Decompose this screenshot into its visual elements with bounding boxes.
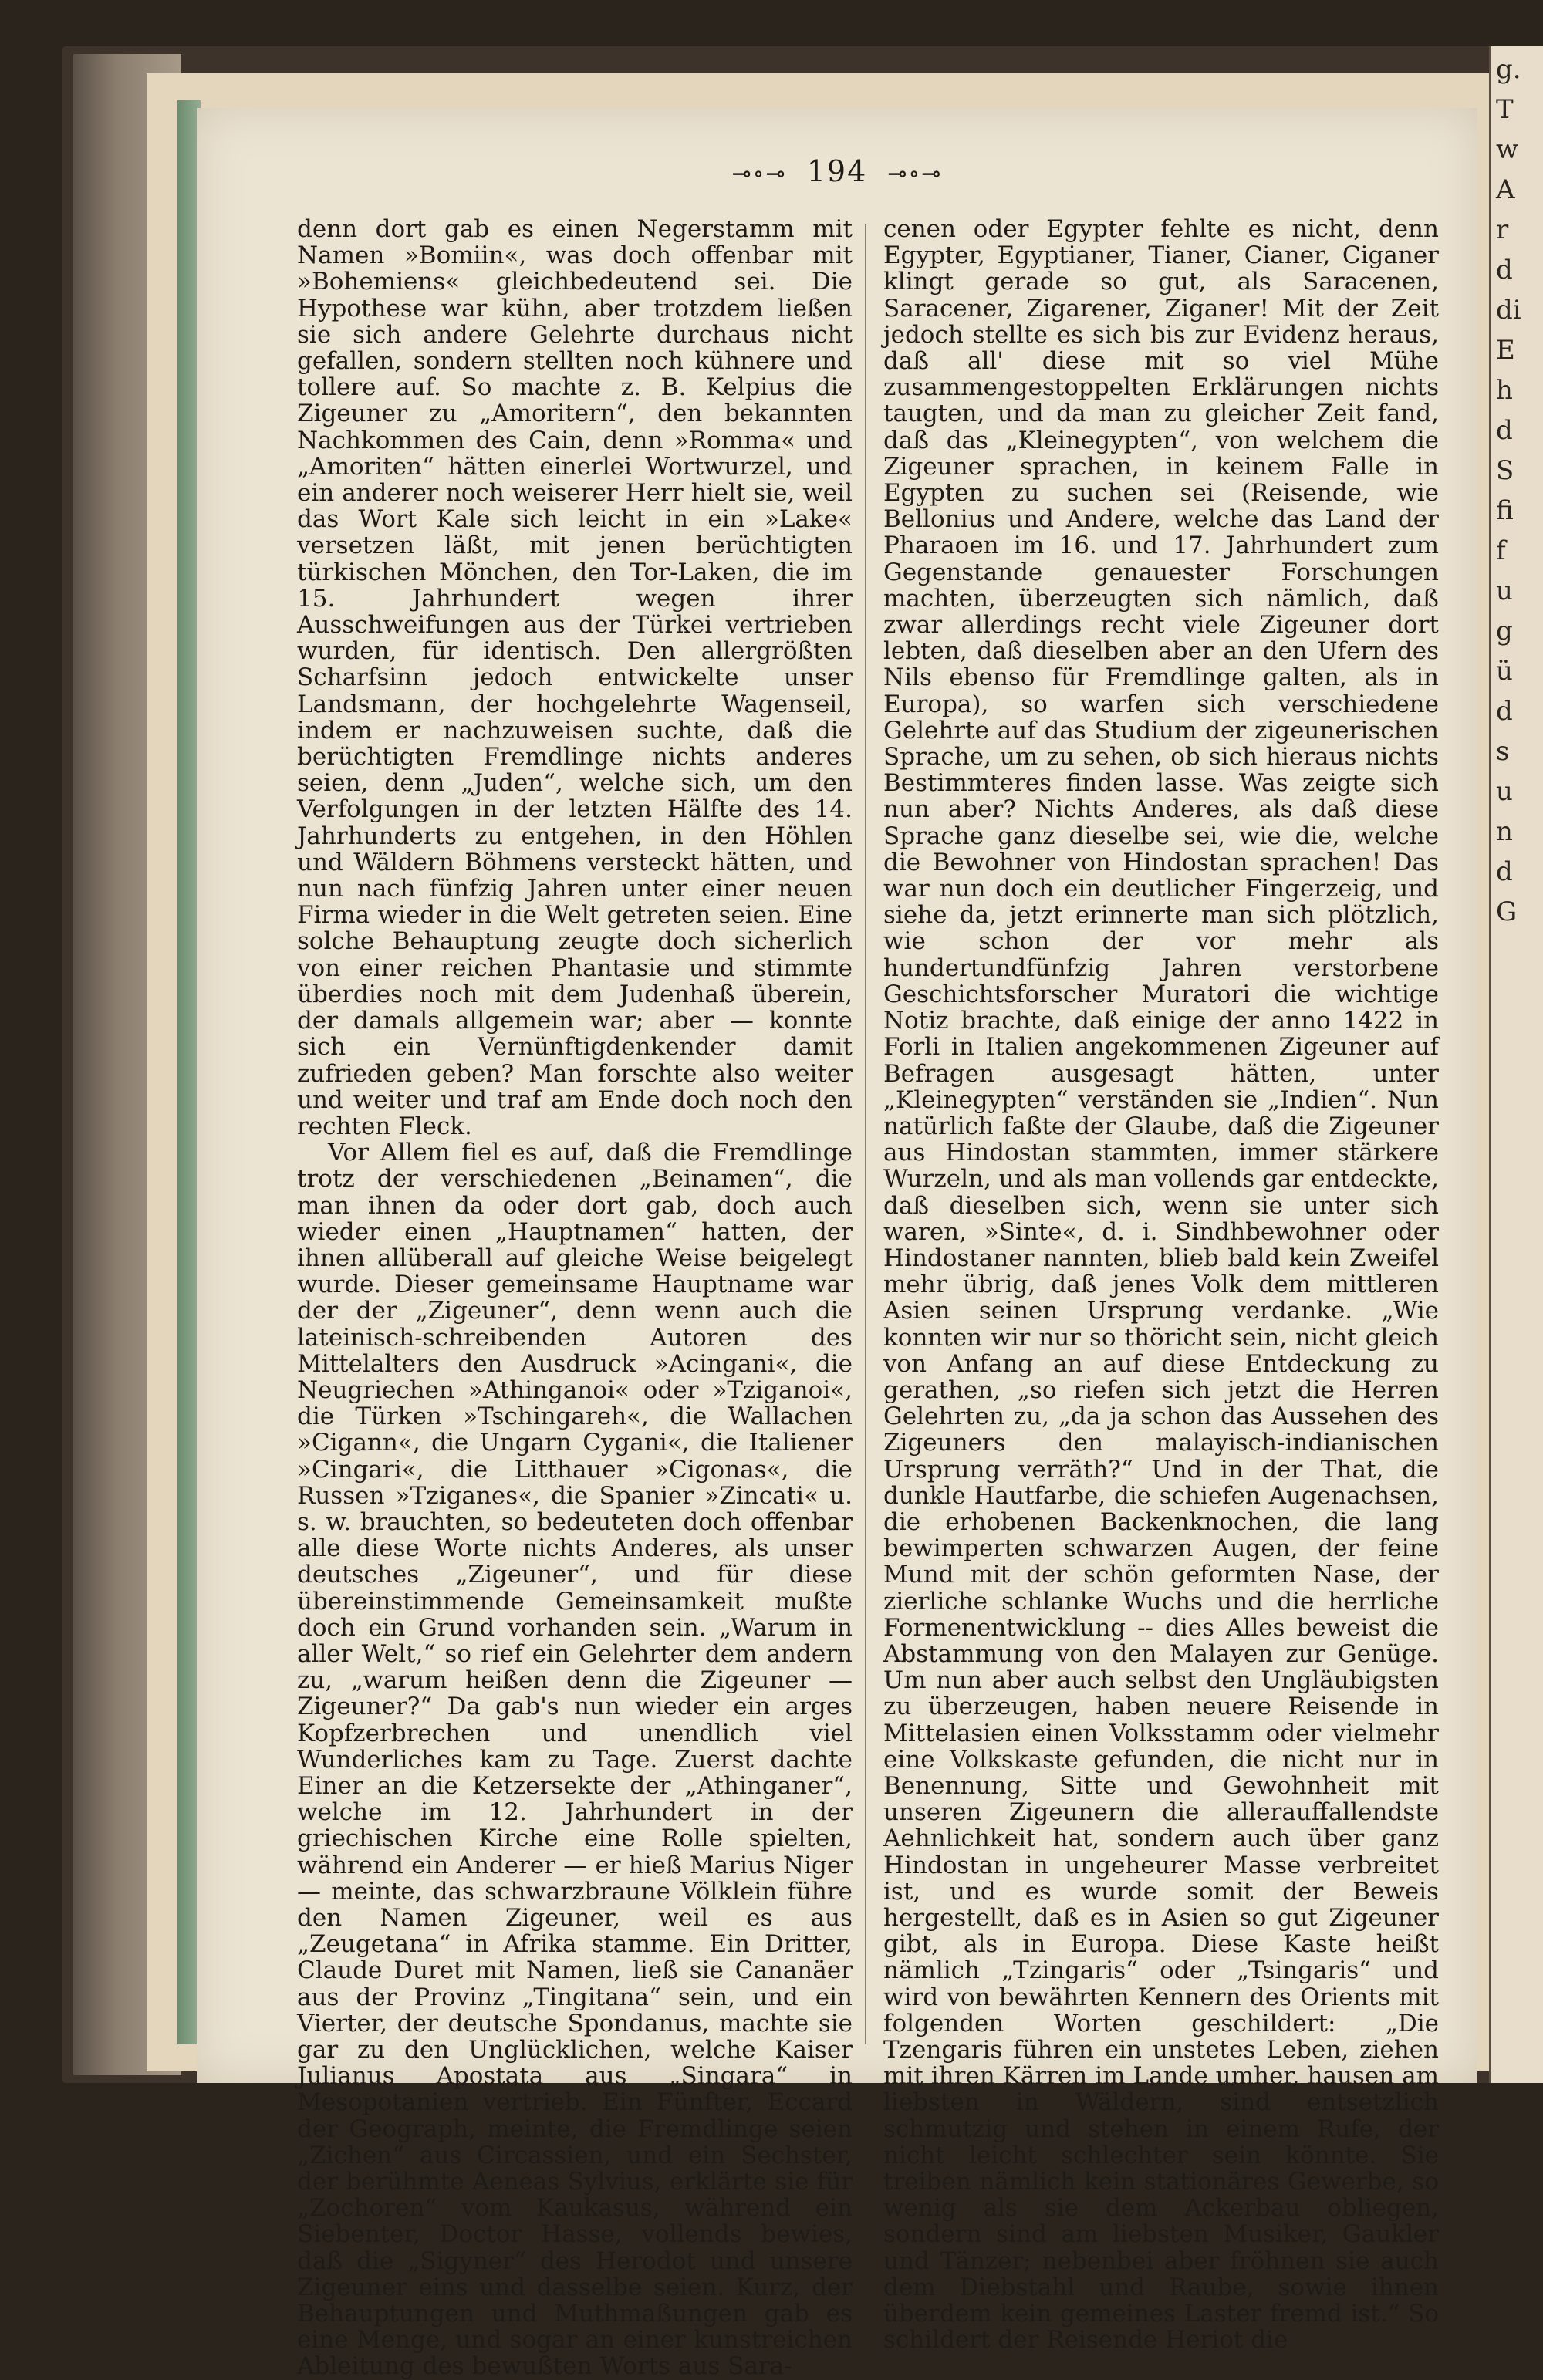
next-page-fragment: s [1496,736,1510,767]
next-page-fragment: u [1496,776,1513,807]
left-paragraph-1: denn dort gab es einen Negerstamm mit Namen »Bomiin«, was doch offenbar mit »Bohemiens« gleichbedeutend sei. Die Hypothese war kühn, aber trotzdem ließen sie sich andere Gelehrte durchaus nicht gefallen, sondern stellten noch kühnere und tollere auf. So machte z. B. Kelpius die Zigeuner zu „Amoritern“, den bekannten Nachkommen des Cain, denn »Romma« und „Amoriten“ hätten einerlei Wortwurzel, und ein anderer noch weiserer Herr hielt sie, weil das Wort Kale sich leicht in ein »Lake« versetzen läßt, mit jenen berüchtigten türkischen Mönchen, den Tor-Laken, die im 15. Jahrhundert wegen ihrer Ausschweifungen aus der Türkei vertrieben wurden, für identisch. Den allergrößten Scharfsinn jedoch entwickelte unser Landsmann, der hochgelehrte Wagenseil, indem er nachzuweisen suchte, daß die berüchtigten Fremdlinge nichts anderes seien, denn „Juden“, welche sich, um den Verfolgungen in der letzten Hälfte des 14. Jahrhunderts zu entgehen, in den Höhlen und Wäldern Böhmens versteckt hätten, und nun nach fünfzig Jahren unter einer neuen Firma wieder in die Welt getreten seien. Eine solche Behauptung zeugte doch sicherlich von einer reichen Phantasie und stimmte überdies noch mit dem Judenhaß überein, der damals allgemein war; aber — konnte sich ein Vernünftigdenkender damit zufrieden geben? Man forschte also weiter und weiter und traf am Ende doch noch den rechten Fleck. [297,215,853,1140]
right-paragraph-1: cenen oder Egypter fehlte es nicht, denn Egypter, Egyptianer, Tianer, Cianer, Ciganer klingt gerade so gut, als Saracenen, Saracener, Zigarener, Ziganer! Mit der Zeit jedoch stellte es sich bis zur Evidenz heraus, daß all' diese mit so viel Mühe zusammengestoppelten Erklärungen nichts taugten, und da man zu gleicher Zeit fand, daß das „Kleinegypten“, von welchem die Zigeuner sprachen, in keinem Falle in Egypten zu suchen sei (Reisende, wie Bellonius und Andere, welche das Land der Pharaoen im 16. und 17. Jahrhundert zum Gegenstande genauester Forschungen machten, überzeugten sich nämlich, daß zwar allerdings recht viele Zigeuner dort lebten, daß dieselben aber an den Ufern des Nils ebenso für Fremdlinge galten, als in Europa), so warfen sich verschiedene Gelehrte auf das Studium der zigeunerischen Sprache, um zu sehen, ob sich hieraus nichts Bestimmteres finden lasse. Was zeigte sich nun aber? Nichts Anderes, als daß diese Sprache ganz dieselbe sei, wie die, welche die Bewohner von Hindostan sprachen! Das war nun doch ein deutlicher Fingerzeig, und siehe da, jetzt erinnerte man sich plötzlich, wie schon der vor mehr als hundertundfünfzig Jahren verstorbene Geschichtsforscher Muratori die wichtige Notiz brachte, daß einige der anno 1422 in Forli in Italien angekommenen Zigeuner auf Befragen ausgesagt hätten, unter „Kleinegypten“ verständen sie „Indien“. Nun natürlich faßte der Glaube, daß die Zigeuner aus Hindostan stammten, immer stärkere Wurzeln, und als man vollends gar entdeckte, daß dieselben sich, wenn sie unter sich waren, »Sinte«, d. i. Sindhbewohner oder Hindostaner nannten, blieb bald kein Zweifel mehr übrig, daß jenes Volk dem mittleren Asien seinen Ursprung verdanke. „Wie konnten wir nur so thöricht sein, nicht gleich von Anfang an auf diese Entdeckung zu gerathen, „so riefen sich jetzt die Herren Gelehrten zu, „da ja schon das Aussehen des Zigeuners den malayisch-indianischen Ursprung verräth?“ Und in der That, die dunkle Hautfarbe, die schiefen Augenachsen, die erhobenen Backenknochen, die lang bewimperten schwarzen Augen, der feine Mund mit der schön geformten Nase, der zierliche schlanke Wuchs und die herrliche Formenentwicklung -- dies Alles beweist die Abstammung von den Malayen zur Genüge. Um nun aber auch selbst den Ungläubigsten zu überzeugen, haben neuere Reisende in Mittelasien einen Volksstamm oder vielmehr eine Volkskaste gefunden, die nicht nur in Benennung, Sitte und Gewohnheit mit unseren Zigeunern die allerauffallendste Aehnlichkeit hat, sondern auch über ganz Hindostan in ungeheurer Masse verbreitet ist, und es wurde somit der Beweis hergestellt, daß es in Asien so gut Zigeuner gibt, als in Europa. Diese Kaste heißt nämlich „Tzingaris“ oder „Tsingaris“ und wird von bewährten Kennern des Orients mit folgenden Worten geschildert: „Die Tzengaris führen ein unstetes Leben, ziehen mit ihren Kärren im Lande umher, hausen am liebsten in Wäldern, sind entsetzlich schmutzig und stehen in einem Rufe, der nicht leicht schlechter sein könnte. Sie treiben nämlich kein stationäres Gewerbe, so wenig als sie dem Ackerbau obliegen, sondern sind am liebsten Musiker, Gaukler und Tänzer; nebenbei aber fröhnen sie auch dem Diebstahl und Raube, sowie ihnen überdem kein gemeines Laster fremd ist.“ So schildert der Reisende Heriot die [883,215,1439,2355]
page-number: 194 [806,154,868,188]
next-page-fragment: d [1496,415,1513,446]
next-page-fragment: h [1496,375,1513,406]
next-page-fragment: g [1496,616,1513,646]
column-divider [865,224,866,2044]
header-ornament-right: ⊸∘⊸ [887,160,943,187]
next-page-fragment: di [1496,295,1521,326]
next-page-fragment: u [1496,576,1513,606]
next-page-fragment: d [1496,856,1513,887]
next-page-fragment: w [1496,134,1519,165]
next-page-fragment: d [1496,696,1513,727]
next-page-fragment: fi [1496,495,1514,526]
next-page-fragment: g. [1496,54,1521,85]
next-page-fragment: ü [1496,656,1513,687]
next-page-fragment: T [1496,94,1514,125]
left-paragraph-2: Vor Allem fiel es auf, daß die Fremdlinge trotz der verschiedenen „Beinamen“, die man ihnen da oder dort gab, doch auch wieder einen „Hauptnamen“ hatten, der ihnen allüberall auf gleiche Weise beigelegt wurde. Dieser gemeinsame Hauptname war der der „Zigeuner“, denn wenn auch die lateinisch-schreibenden Autoren des Mittelalters den Ausdruck »Acingani«, die Neugriechen »Athinganoi« oder »Tziganoi«, die Türken »Tschingareh«, die Wallachen »Cigann«, die Ungarn Cygani«, die Italiener »Cingari«, die Litthauer »Cigonas«, die Russen »Tziganes«, die Spanier »Zincati« u. s. w. brauchten, so bedeuteten doch offenbar alle diese Worte nichts Anderes, als unser deutsches „Zigeuner“, und für diese übereinstimmende Gemeinsamkeit mußte doch ein Grund vorhanden sein. „Warum in aller Welt,“ so rief ein Gelehrter dem andern zu, „warum heißen denn die Zigeuner — Zigeuner?“ Da gab's nun wieder ein arges Kopfzerbrechen und unendlich viel Wunderliches kam zu Tage. Zuerst dachte Einer an die Ketzersekte der „Athinganer“, welche im 12. Jahrhundert in der griechischen Kirche eine Rolle spielten, während ein Anderer — er hieß Marius Niger — meinte, das schwarzbraune Völklein führe den Namen Zigeuner, weil es aus „Zeugetana“ in Afrika stamme. Ein Dritter, Claude Duret mit Namen, ließ sie Cananäer aus der Provinz „Tingitana“ sein, und ein Vierter, der deutsche Spondanus, machte sie gar zu den Unglücklichen, welche Kaiser Julianus Apostata aus „Singara“ in Mesopotanien vertrieb. Ein Fünfter, Eccard der Geograph, meinte, die Fremdlinge seien „Zichen“ aus Circassien, und ein Sechster, der berühmte Aeneas Sylvius, erklärte sie für „Zochoren“ vom Kaukasus, während ein Siebenter, Doctor Hasse, vollends bewies, daß die „Sigyner“ des Herodot und unsere Zigeuner eins und dasselbe seien. Kurz, der Behauptungen und Muthmaßungen gab es eine Menge, und sogar an einer kunstreichen Ableitung des bewußten Worts aus Sara- [297,1139,853,2380]
next-page-fragment: E [1496,335,1515,366]
next-page-fragment: f [1496,535,1506,566]
right-column [883,216,1439,2353]
page-header [197,154,1477,188]
next-page-edge [1489,46,1543,2083]
next-page-fragment: S [1496,455,1514,486]
next-page-fragment: d [1496,255,1513,285]
left-column [297,216,853,2380]
next-page-fragment: A [1496,174,1515,205]
next-page-fragment: r [1496,214,1509,245]
header-ornament-left: ⊸∘⊸ [731,160,787,187]
next-page-fragment: n [1496,816,1513,847]
next-page-fragment: G [1496,896,1518,927]
book-page [197,108,1477,2380]
